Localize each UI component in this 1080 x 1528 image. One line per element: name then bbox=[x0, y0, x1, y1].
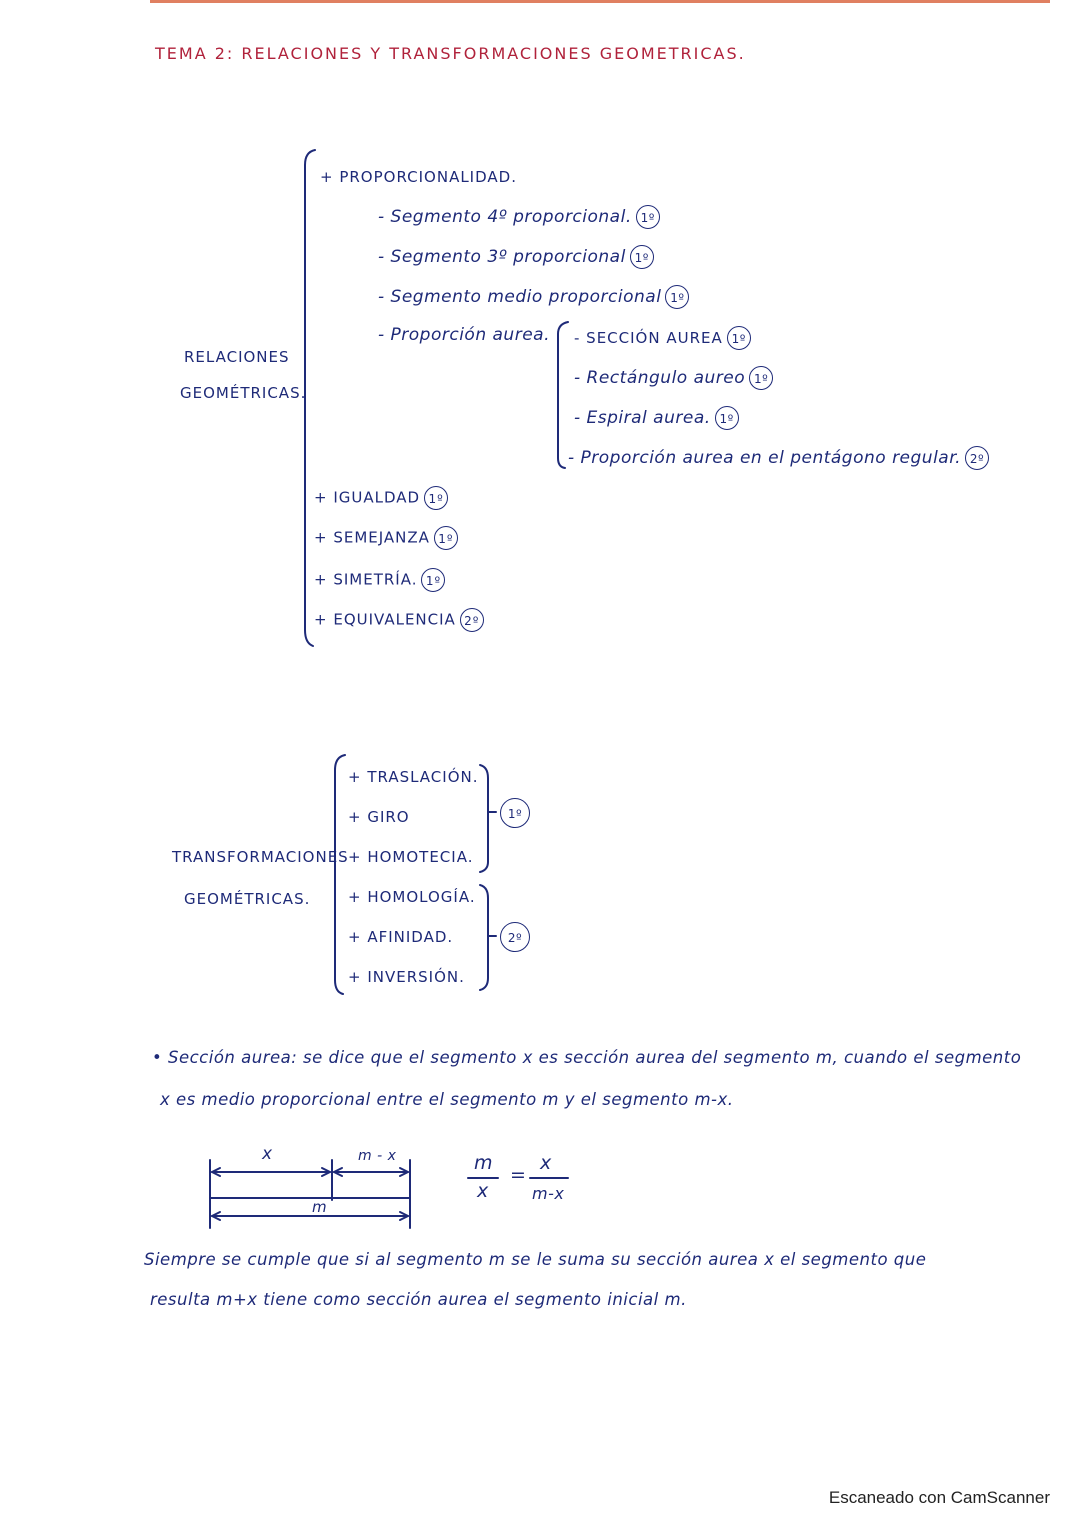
level-badge: 1º bbox=[630, 245, 654, 269]
group1-right-bracket bbox=[480, 765, 488, 872]
frac2-numerator: x bbox=[540, 1152, 552, 1174]
diagram-label-m: m bbox=[312, 1198, 328, 1216]
transformaciones-label-2: GEOMÉTRICAS. bbox=[184, 890, 311, 908]
proporcionalidad-heading: + PROPORCIONALIDAD. bbox=[320, 168, 517, 186]
other-item-3 bbox=[314, 568, 445, 592]
level-badge: 2º bbox=[965, 446, 989, 470]
level-badge: 2º bbox=[500, 922, 530, 952]
sub-item-1 bbox=[378, 205, 660, 229]
page-title: TEMA 2: RELACIONES Y TRANSFORMACIONES GEOMETRICAS. bbox=[155, 44, 746, 63]
transform-item-3: + HOMOTECIA. bbox=[348, 848, 474, 866]
group1-badge-wrap bbox=[496, 798, 530, 828]
seccion-line-3: Siempre se cumple que si al segmento m se le suma su sección aurea x el segmento que bbox=[144, 1250, 927, 1269]
sub-item-1-text: - Segmento 4º proporcional. bbox=[378, 207, 632, 227]
transform-item-5: + AFINIDAD. bbox=[348, 928, 454, 946]
aurea-item-3-text: - Espiral aurea. bbox=[574, 408, 711, 428]
frac1-denominator: x bbox=[477, 1180, 489, 1202]
group2-badge-wrap bbox=[496, 922, 530, 952]
scanner-watermark: Escaneado con CamScanner bbox=[828, 1488, 1050, 1507]
transform-item-2: + GIRO bbox=[348, 808, 410, 826]
other-item-3-text: + SIMETRÍA. bbox=[314, 570, 418, 589]
transform-item-6: + INVERSIÓN. bbox=[348, 968, 465, 986]
seccion-line-1: • Sección aurea: se dice que el segmento x es sección aurea del segmento m, cuando el segmento bbox=[152, 1048, 1022, 1067]
other-item-4 bbox=[314, 608, 484, 632]
aurea-item-4 bbox=[568, 446, 989, 470]
level-badge: 1º bbox=[749, 366, 773, 390]
level-badge: 1º bbox=[636, 205, 660, 229]
transformaciones-label-1: TRANSFORMACIONES bbox=[172, 848, 349, 866]
sub-item-3-text: - Segmento medio proporcional bbox=[378, 287, 662, 307]
other-item-1-text: + IGUALDAD bbox=[314, 488, 421, 507]
relaciones-label-1: RELACIONES bbox=[184, 348, 290, 366]
other-item-2 bbox=[314, 526, 458, 550]
sub-item-4-text: - Proporción aurea. bbox=[378, 325, 550, 345]
seccion-line-4: resulta m+x tiene como sección aurea el segmento inicial m. bbox=[150, 1290, 687, 1309]
aurea-item-4-text: - Proporción aurea en el pentágono regular. bbox=[568, 448, 962, 468]
aurea-item-1 bbox=[574, 326, 751, 350]
level-badge: 1º bbox=[434, 526, 458, 550]
equals-sign: = bbox=[510, 1164, 527, 1186]
sub-item-4 bbox=[378, 325, 550, 345]
sub-item-2-text: - Segmento 3º proporcional bbox=[378, 247, 626, 267]
level-badge: 1º bbox=[500, 798, 530, 828]
diagram-label-x: x bbox=[262, 1144, 273, 1164]
sub-item-3 bbox=[378, 285, 689, 309]
level-badge: 1º bbox=[665, 285, 689, 309]
frac2-denominator: m-x bbox=[532, 1184, 565, 1203]
transform-item-4: + HOMOLOGÍA. bbox=[348, 888, 476, 906]
aurea-item-1-text: - SECCIÓN AUREA bbox=[574, 329, 723, 347]
diagram-label-mx: m - x bbox=[358, 1148, 397, 1164]
group2-right-bracket bbox=[480, 885, 488, 990]
aurea-bracket bbox=[558, 322, 568, 468]
transformaciones-bracket bbox=[335, 755, 345, 994]
level-badge: 1º bbox=[715, 406, 739, 430]
transform-item-1: + TRASLACIÓN. bbox=[348, 768, 479, 786]
level-badge: 1º bbox=[424, 486, 448, 510]
level-badge: 1º bbox=[727, 326, 751, 350]
other-item-1 bbox=[314, 486, 448, 510]
sub-item-2 bbox=[378, 245, 654, 269]
aurea-item-3 bbox=[574, 406, 739, 430]
seccion-line-2: x es medio proporcional entre el segmento m y el segmento m-x. bbox=[160, 1090, 734, 1109]
level-badge: 2º bbox=[460, 608, 484, 632]
aurea-item-2 bbox=[574, 366, 773, 390]
other-item-4-text: + EQUIVALENCIA bbox=[314, 610, 456, 629]
frac1-numerator: m bbox=[474, 1152, 494, 1174]
relaciones-label-2: GEOMÉTRICAS. bbox=[180, 384, 307, 402]
aurea-item-2-text: - Rectángulo aureo bbox=[574, 368, 746, 388]
level-badge: 1º bbox=[421, 568, 445, 592]
other-item-2-text: + SEMEJANZA bbox=[314, 528, 430, 547]
